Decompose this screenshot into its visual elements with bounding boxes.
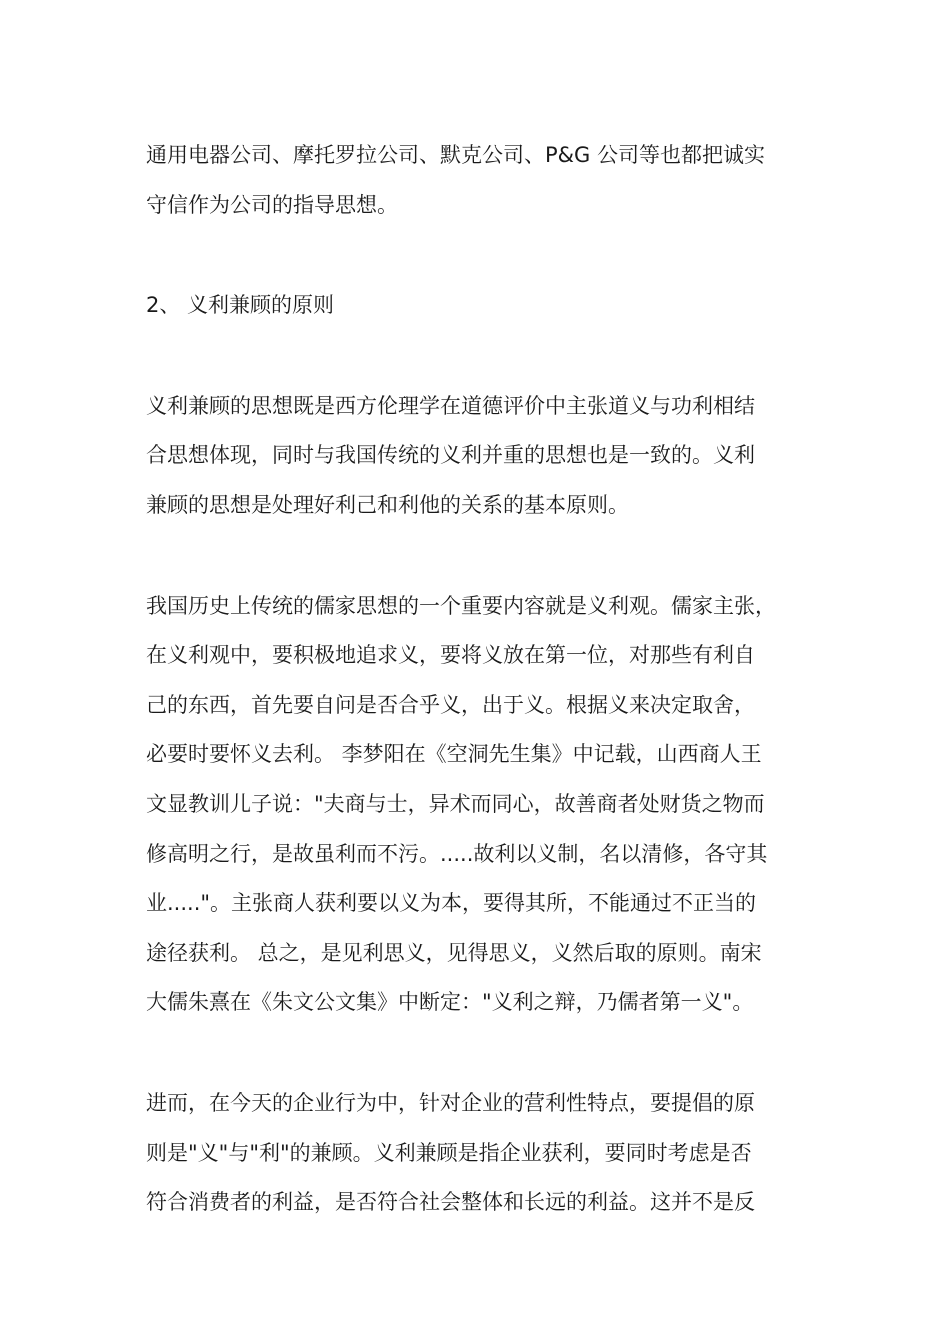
text-line: 符合消费者的利益，是否符合社会整体和长远的利益。这并不是反	[146, 1190, 755, 1215]
paragraph-integrity	[146, 131, 826, 230]
text-line: 在义利观中，要积极地追求义，要将义放在第一位，对那些有利自	[146, 643, 755, 668]
text-line: 文显教训儿子说："夫商与士，异术而同心，故善商者处财货之物而	[146, 791, 765, 816]
paragraph-confucian	[146, 582, 826, 1028]
text-line: 兼顾的思想是处理好利己和利他的关系的基本原则。	[146, 492, 629, 517]
paragraph-principle	[146, 382, 826, 531]
text-line: 守信作为公司的指导思想。	[146, 192, 398, 217]
text-line: 我国历史上传统的儒家思想的一个重要内容就是义利观。儒家主张，	[146, 593, 776, 618]
text-line: 合思想体现，同时与我国传统的义利并重的思想也是一致的。义利	[146, 443, 755, 468]
text-line: 大儒朱熹在《朱文公文集》中断定："义利之辩，乃儒者第一义"。	[146, 990, 754, 1015]
text-line: 己的东西，首先要自问是否合乎义，出于义。根据义来决定取舍，	[146, 692, 755, 717]
text-line: 途径获利。 总之，是见利思义，见得思义，义然后取的原则。南宋	[146, 940, 762, 965]
paragraph-modern	[146, 1079, 826, 1228]
paragraph-gap	[146, 531, 826, 582]
paragraph-gap	[146, 331, 826, 382]
text-line: 必要时要怀义去利。 李梦阳在《空洞先生集》中记载，山西商人王	[146, 742, 762, 767]
text-line: 通用电器公司、摩托罗拉公司、默克公司、P&G 公司等也都把诚实	[146, 143, 765, 167]
text-line: 则是"义"与"利"的兼顾。义利兼顾是指企业获利，要同时考虑是否	[146, 1140, 752, 1165]
paragraph-gap	[146, 1028, 826, 1079]
text-line: 修高明之行，是故虽利而不污。.....故利以义制，名以清修，各守其	[146, 841, 768, 866]
document-page	[146, 131, 826, 1228]
section-heading: 2、 义利兼顾的原则	[146, 293, 335, 318]
text-line: 业....."。主张商人获利要以义为本，要得其所，不能通过不正当的	[146, 891, 757, 916]
paragraph-gap	[146, 230, 826, 281]
text-line: 进而，在今天的企业行为中，针对企业的营利性特点，要提倡的原	[146, 1090, 755, 1115]
text-line: 义利兼顾的思想既是西方伦理学在道德评价中主张道义与功利相结	[146, 393, 755, 418]
